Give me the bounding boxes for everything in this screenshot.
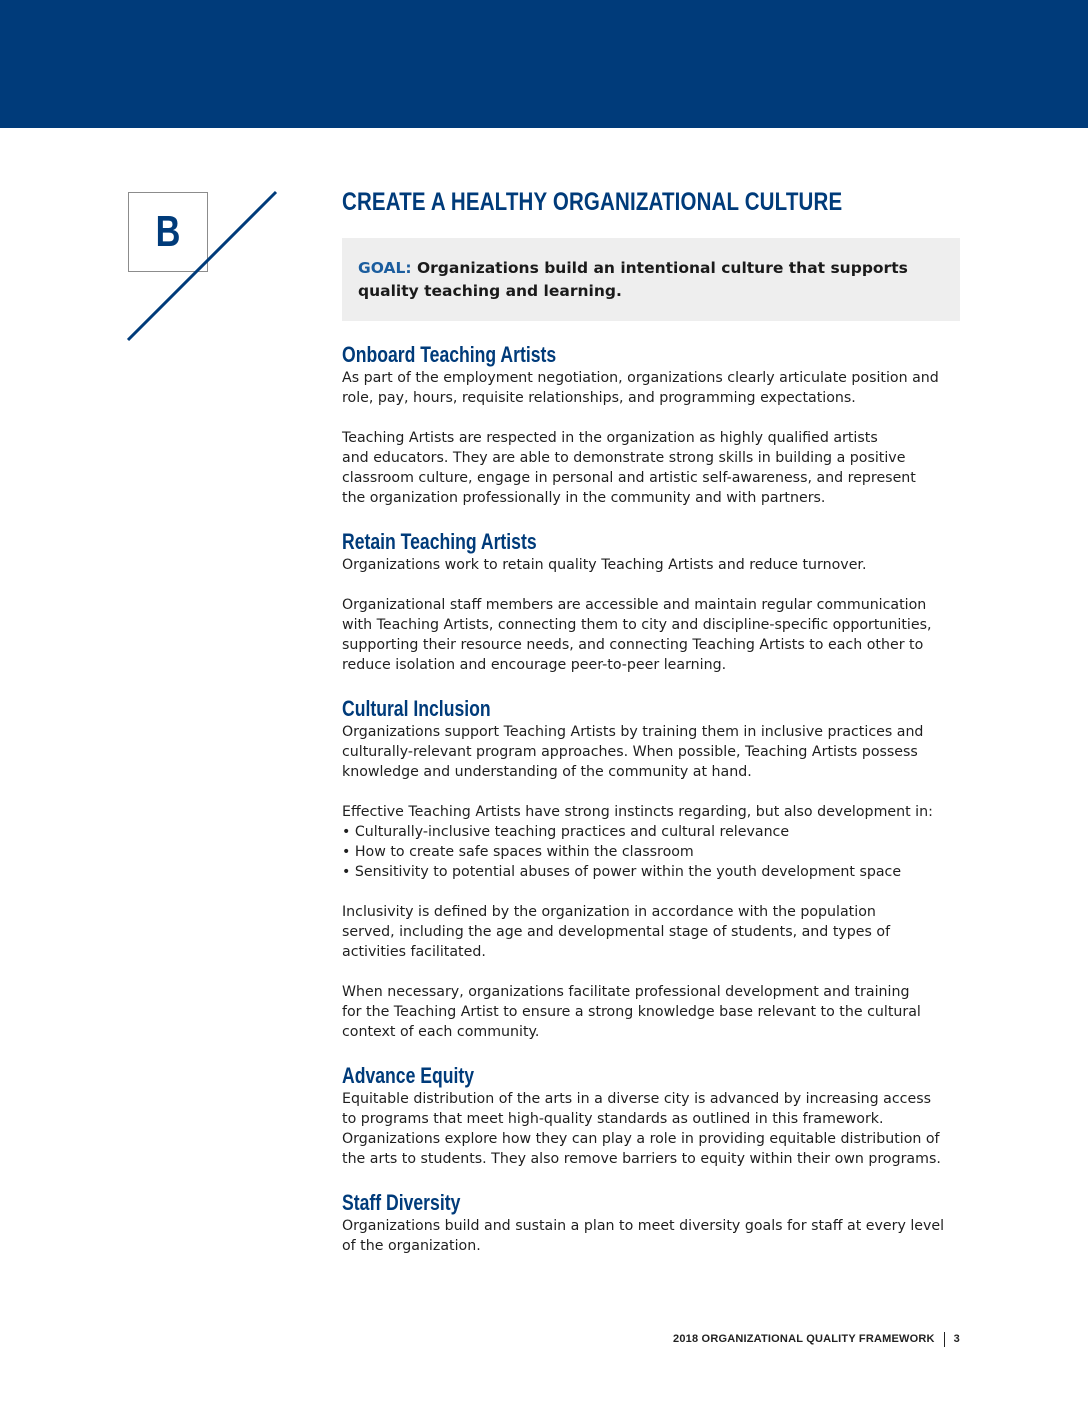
section-heading: Staff Diversity <box>342 1190 461 1215</box>
list-item: • Sensitivity to potential abuses of power within the youth development space <box>342 862 962 882</box>
paragraph: Inclusivity is defined by the organization in accordance with the population served, including the age and developmental stage of students, and types of activities facilitated. <box>342 904 891 960</box>
paragraph: Organizations support Teaching Artists by training them in inclusive practices and culturally-relevant program approaches. When possible, Teaching Artists possess knowledge and understanding of the community at hand. <box>342 724 924 780</box>
diagonal-slash-icon <box>126 190 278 342</box>
paragraph: Teaching Artists are respected in the organization as highly qualified artists and educators. They are able to demonstrate strong skills in building a positive classroom culture, engage in personal and artistic self-awareness, and represent the organization professionally in the community and with partners. <box>342 430 916 506</box>
goal-label: GOAL: <box>358 259 412 277</box>
paragraph: As part of the employment negotiation, organizations clearly articulate position and role, pay, hours, requisite relationships, and programming expectations. <box>342 370 939 406</box>
section-staff-diversity <box>342 1189 962 1256</box>
paragraph: Organizational staff members are accessible and maintain regular communication with Teaching Artists, connecting them to city and discipline-specific opportunities, supporting their resource needs, and connecting Teaching Artists to each other to reduce isolation and encourage peer-to-peer learning. <box>342 597 932 673</box>
list-item: • How to create safe spaces within the classroom <box>342 842 962 862</box>
paragraph: Organizations build and sustain a plan to meet diversity goals for staff at every level of the organization. <box>342 1218 945 1254</box>
goal-box <box>342 238 960 321</box>
header-band <box>0 0 1088 128</box>
paragraph: Effective Teaching Artists have strong instincts regarding, but also development in: <box>342 804 933 820</box>
goal-text: Organizations build an intentional culture that supports quality teaching and learning. <box>358 259 908 300</box>
section-heading: Onboard Teaching Artists <box>342 342 557 367</box>
section-badge <box>126 190 278 342</box>
page-number: 3 <box>953 1333 960 1345</box>
footer-divider <box>944 1332 945 1347</box>
section-heading: Cultural Inclusion <box>342 696 491 721</box>
badge-letter: B <box>155 207 181 256</box>
section-onboard-teaching-artists <box>342 341 962 508</box>
list-item: • Culturally-inclusive teaching practices and cultural relevance <box>342 822 962 842</box>
bullet-list <box>342 822 962 882</box>
section-heading: Advance Equity <box>342 1063 475 1088</box>
page-title: CREATE A HEALTHY ORGANIZATIONAL CULTURE <box>342 188 843 216</box>
section-retain-teaching-artists <box>342 528 962 675</box>
paragraph: When necessary, organizations facilitate professional development and training for the Teaching Artist to ensure a strong knowledge base relevant to the cultural context of each community. <box>342 984 921 1040</box>
paragraph: Equitable distribution of the arts in a diverse city is advanced by increasing access to programs that meet high-quality standards as outlined in this framework. Organizations explore how they can play a role in providing equitable distribution of the arts to students. They also remove barriers to equity within their own programs. <box>342 1091 941 1167</box>
paragraph: Organizations work to retain quality Teaching Artists and reduce turnover. <box>342 557 867 573</box>
section-cultural-inclusion <box>342 695 962 1042</box>
section-heading: Retain Teaching Artists <box>342 529 537 554</box>
footer-publication: 2018 ORGANIZATIONAL QUALITY FRAMEWORK <box>673 1333 935 1345</box>
main-content <box>342 186 962 1256</box>
section-advance-equity <box>342 1062 962 1169</box>
page-footer <box>673 1330 960 1348</box>
